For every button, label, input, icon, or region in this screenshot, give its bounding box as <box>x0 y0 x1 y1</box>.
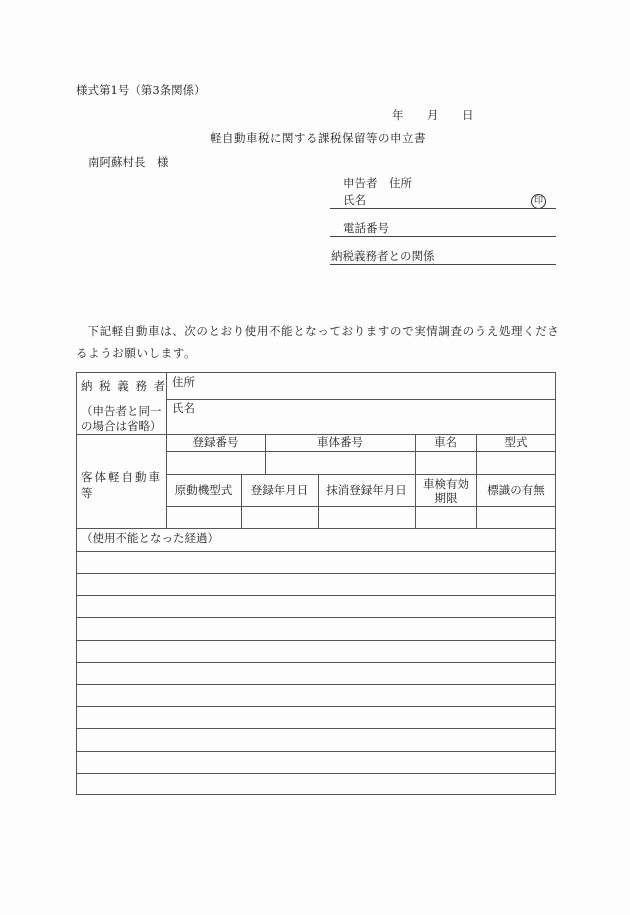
header-registration-number: 登録番号 <box>192 435 239 449</box>
taxpayer-label: 納 税 義 務 者 <box>81 379 167 393</box>
addressee: 南阿蘇村長 様 <box>88 155 169 169</box>
header-engine-model: 原動機型式 <box>174 483 233 497</box>
document-title: 軽自動車税に関する課税保留等の申立書 <box>210 131 426 145</box>
line-row2-header <box>166 506 555 507</box>
applicant-phone-field[interactable] <box>330 236 556 237</box>
history-line <box>77 773 555 774</box>
line-row1-data <box>166 474 555 475</box>
vehicle-label: 客体軽自動車等 <box>81 470 162 500</box>
taxpayer-address-label: 住所 <box>172 375 195 389</box>
header-car-name: 車名 <box>434 435 457 449</box>
applicant-name-label: 氏名 <box>343 193 366 207</box>
request-paragraph: 下記軽自動車は、次のとおり使用不能となっておりますので実情調査のうえ処理くださるようお願いします。 <box>76 324 560 360</box>
date-month-label: 月 <box>427 108 439 122</box>
history-line <box>77 617 555 618</box>
line-vehicle-bottom <box>77 528 555 529</box>
line-regdate-cancel <box>318 474 319 528</box>
applicant-name-field[interactable] <box>330 208 556 209</box>
header-cancellation-date: 抹消登録年月日 <box>326 483 407 497</box>
history-line <box>77 751 555 752</box>
header-plate-presence: 標識の有無 <box>487 483 545 497</box>
history-line <box>77 684 555 685</box>
line-address-name <box>166 399 555 400</box>
seal-icon: 印 <box>531 194 546 209</box>
history-line <box>77 640 555 641</box>
taxpayer-note: （申告者と同一の場合は省略） <box>81 404 162 433</box>
relation-field[interactable] <box>330 264 556 265</box>
form-number: 様式第1号（第3条関係） <box>76 83 206 97</box>
line-row1-header <box>166 451 555 452</box>
line-taxpayer-bottom <box>77 434 555 435</box>
history-line <box>77 662 555 663</box>
date-year-label: 年 <box>392 108 404 122</box>
header-inspection-expiry: 車検有効期限 <box>423 477 469 505</box>
header-model: 型式 <box>504 435 528 449</box>
applicant-phone-label: 電話番号 <box>343 221 389 235</box>
applicant-address-label: 申告者 住所 <box>343 176 412 190</box>
relation-label: 納税義務者との関係 <box>331 249 435 263</box>
date-day-label: 日 <box>462 108 474 122</box>
history-line <box>77 706 555 707</box>
taxpayer-name-label: 氏名 <box>172 401 195 415</box>
application-table <box>76 372 556 795</box>
line-history-header <box>77 551 555 552</box>
history-line <box>77 573 555 574</box>
line-engine-regdate <box>241 474 242 528</box>
history-line <box>77 728 555 729</box>
history-line <box>77 595 555 596</box>
history-label: （使用不能となった経過） <box>81 531 219 545</box>
header-body-number: 車体番号 <box>317 435 363 449</box>
header-registration-date: 登録年月日 <box>250 483 309 497</box>
line-label-col <box>166 373 167 528</box>
